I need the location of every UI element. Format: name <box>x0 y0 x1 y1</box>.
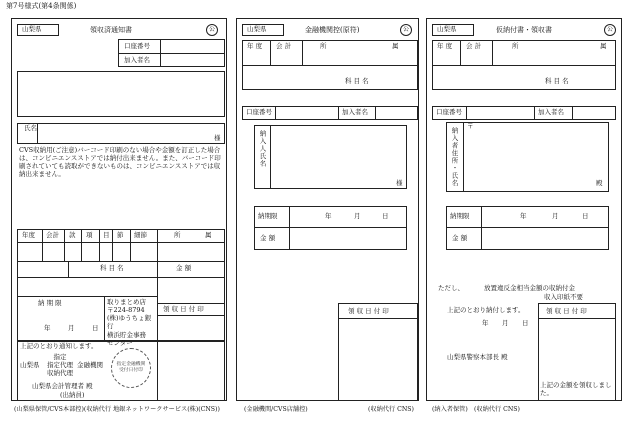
panel2-zoku: 属 <box>392 42 399 50</box>
panel1-cvs-notice: CVS収納用(ご注意)バーコード印刷のない場合や金額を訂正した場合は、コンビニエンスストアでは納付出来ません。また、バーコード印刷されていても読取ができないものは、コンビニエンスストアでは収納出来ません。 <box>19 146 221 179</box>
panel3-paid-nichi: 日 <box>522 319 529 327</box>
panel3-due-label: 納期限 <box>450 212 470 220</box>
panel1-col-nendo: 年度 <box>22 231 35 239</box>
panel2-nendo: 年 度 <box>247 42 263 50</box>
panel3-due-gatsu: 月 <box>552 212 559 220</box>
panel1-col-kan: 款 <box>69 231 76 239</box>
panel3-paid-nen: 年 <box>482 319 489 327</box>
panel3-tadashi: ただし、 <box>438 284 464 292</box>
panel2-subscriber-label: 加入者名 <box>342 108 368 116</box>
panel2-amount-label: 金 額 <box>260 234 276 242</box>
panel3-stamp-not-needed: 収入印紙不要 <box>544 293 583 301</box>
panel2-acct-label: 口座番号 <box>246 108 272 116</box>
panel3-due-nen: 年 <box>520 212 527 220</box>
form-number: 第7号様式(第4条関係) <box>6 2 77 10</box>
panel1-accountant-sub: (出納員) <box>60 391 85 399</box>
panel3-nendo: 年 度 <box>437 42 453 50</box>
panel3-subscriber-label: 加入者名 <box>538 108 564 116</box>
panel3-paid-gatsu: 月 <box>502 319 509 327</box>
panel3-official-mark: 公 <box>604 24 616 36</box>
panel3-title: 仮納付書・領収書 <box>496 26 552 34</box>
panel2-due-gatsu: 月 <box>354 212 361 220</box>
panel3-sama: 殿 <box>596 179 603 187</box>
panel3-received-text: 上記の金額を領収しました。 <box>540 381 612 398</box>
panel3-police: 山梨県警察本部長 殿 <box>447 353 508 361</box>
panel3-pref: 山梨県 <box>437 25 457 33</box>
panel2-payer-box <box>254 125 407 189</box>
panel2-pref: 山梨県 <box>247 25 267 33</box>
panel2-due-nichi: 日 <box>382 212 389 220</box>
panel2-receipt-stamp: 領 収 日 付 印 <box>348 307 389 315</box>
panel2-footer-right: (収納代行 CNS) <box>368 406 414 413</box>
panel1-bank-label: 金融機関 <box>77 361 103 369</box>
panel2-sho: 所 <box>320 42 327 50</box>
panel2-payer-label: 納入人氏名 <box>258 130 267 168</box>
panel3-postal: 〒 <box>467 122 474 130</box>
panel1-kingaku-label: 金 額 <box>176 264 192 272</box>
panel1-acct-label: 口座番号 <box>124 42 150 50</box>
panel1-col-kou: 項 <box>86 231 93 239</box>
panel3-footer-right: (収納代行 CNS) <box>474 406 520 413</box>
panel3-reason: 放置違反金相当金額の収納付金 <box>484 284 575 292</box>
panel1-stamp-line2: 受付日付印 <box>119 368 143 373</box>
panel2-due-nen: 年 <box>325 212 332 220</box>
panel2-due-label: 納期限 <box>258 212 278 220</box>
panel1-due-nichi: 日 <box>92 324 99 332</box>
panel1-kamoku-label: 科 目 名 <box>100 264 124 272</box>
panel1-col-setsu: 節 <box>117 231 124 239</box>
panel3-due-nichi: 日 <box>582 212 589 220</box>
panel3-kaikei: 会 計 <box>466 42 482 50</box>
panel2-kamoku: 科 目 名 <box>345 77 369 85</box>
panel1-col-sho: 所 <box>174 231 181 239</box>
panel1-due-label: 納 期 限 <box>38 299 62 307</box>
panel3-zoku: 属 <box>600 42 607 50</box>
panel3-receipt-stamp: 領 収 日 付 印 <box>546 307 587 315</box>
panel1-accountant: 山梨県会計管理者 殿 <box>32 382 93 390</box>
panel1-name-box <box>17 123 225 144</box>
panel1-bank-stamp <box>111 348 151 388</box>
panel1-shitei: 指定 指定代理 収納代理 <box>47 353 73 378</box>
panel1-col-saisetsu: 細節 <box>134 231 147 239</box>
panel3-address-label: 納入者住所・氏名 <box>450 127 459 187</box>
panel1-col-kaikei: 会計 <box>46 231 59 239</box>
panel1-pref: 山梨県 <box>22 25 42 33</box>
panel3-address-box <box>446 122 609 192</box>
panel3-amount-label: 金 額 <box>452 234 468 242</box>
panel2-title: 金融機関控(原符) <box>305 26 360 34</box>
panel1-official-mark: 公 <box>206 24 218 36</box>
panel3-sho: 所 <box>512 42 519 50</box>
panel1-title: 領収済通知書 <box>90 26 132 34</box>
panel2-kaikei: 会 計 <box>276 42 292 50</box>
panel1-subscriber-label: 加入者名 <box>124 56 150 64</box>
panel1-stamp-line1: 指定金融機関 <box>116 362 146 368</box>
panel1-notified: 上記のとおり通知します。 <box>20 342 98 350</box>
panel1-pref-sub: 山梨県 <box>20 361 40 369</box>
panel2-official-mark: 公 <box>400 24 412 36</box>
panel3-footer-left: (納入者保管) <box>432 406 468 413</box>
panel1-name-label: 氏名 <box>24 124 37 132</box>
panel1-footer: (山梨県保管/CVS本部控)(収納代行 地銀ネットワークサービス(株)(CNS)) <box>14 406 220 413</box>
panel1-col-zoku: 属 <box>205 231 212 239</box>
panel2-sama: 様 <box>396 179 403 187</box>
panel2-footer-left: (金融機関/CVS店舗控) <box>244 406 308 413</box>
panel1-receipt-stamp: 領 収 日 付 印 <box>163 305 204 313</box>
panel1-collector: 取りまとめ店 〒224-8794 (株)ゆうちょ銀行 横浜貯金事務 センター <box>107 298 152 347</box>
panel1-address-box <box>17 71 225 117</box>
panel1-due-nen: 年 <box>44 324 51 332</box>
panel3-paid-text: 上記のとおり納付します。 <box>447 306 525 314</box>
panel1-col-moku: 目 <box>103 231 110 239</box>
panel3-acct-label: 口座番号 <box>436 108 462 116</box>
panel1-due-gatsu: 月 <box>68 324 75 332</box>
panel3-kamoku: 科 目 名 <box>545 77 569 85</box>
panel1-sama: 様 <box>214 134 221 142</box>
